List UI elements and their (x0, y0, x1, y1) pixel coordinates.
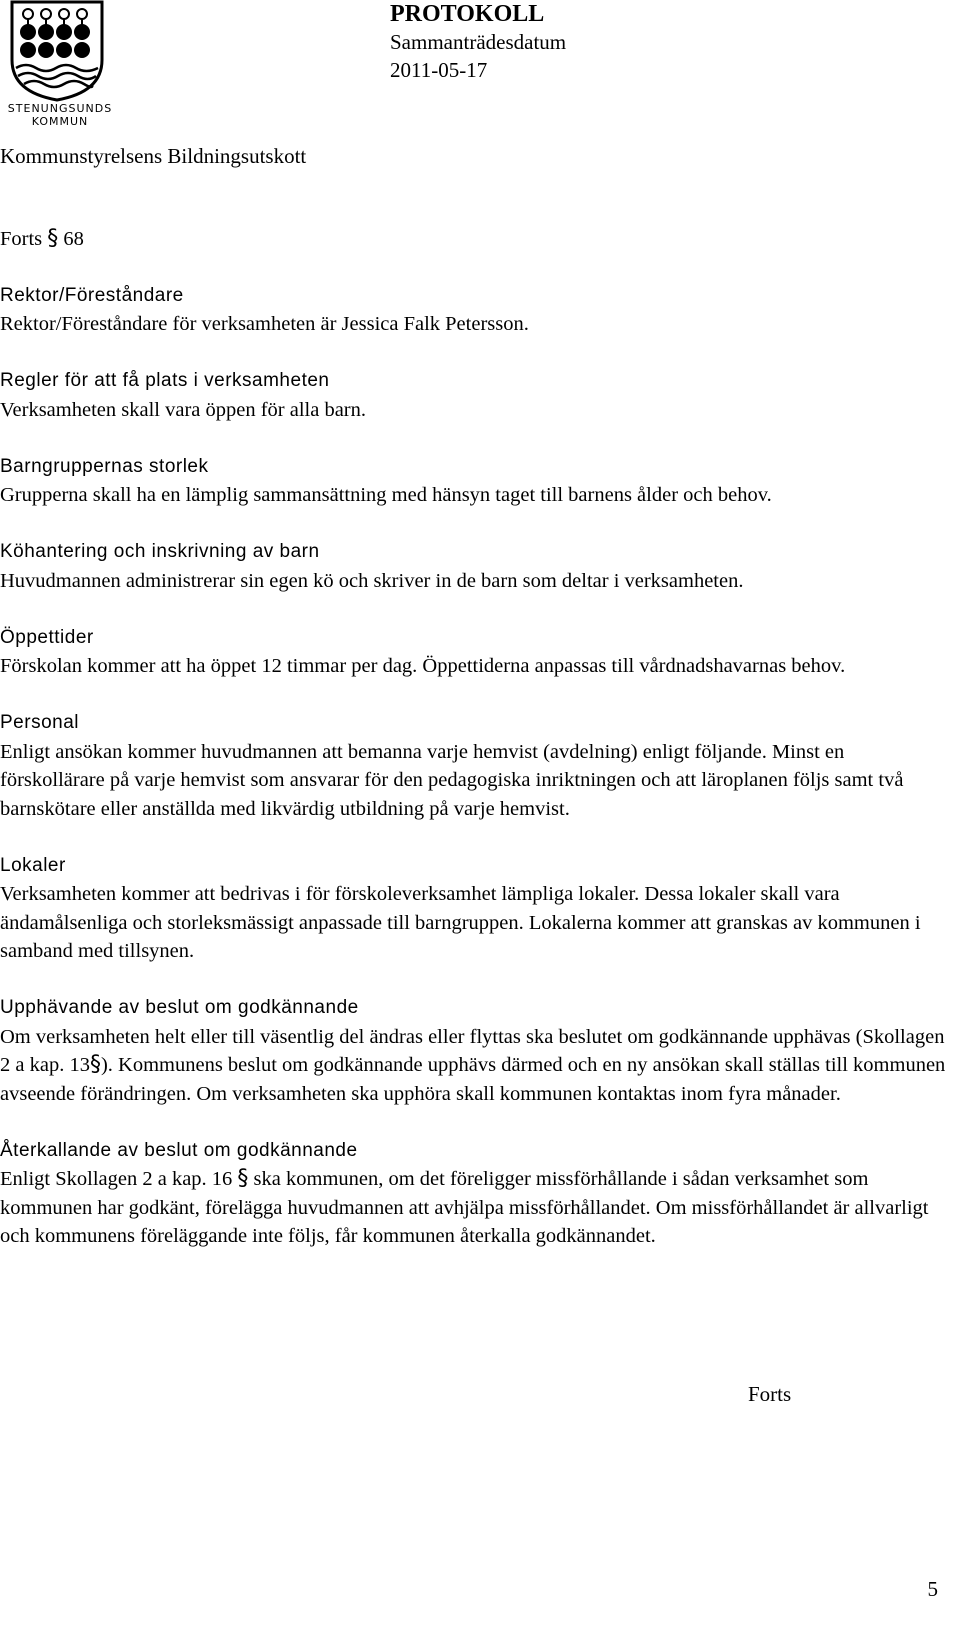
logo-text-line1: STENUNGSUNDS (7, 102, 113, 115)
continuation-prefix: Forts (0, 228, 43, 250)
section-upphavande (0, 994, 950, 1108)
document-header (390, 0, 566, 84)
section-oppettider (0, 624, 950, 681)
section-symbol: § (47, 226, 59, 251)
continuation-heading (0, 225, 950, 254)
section-title: Regler för att få plats i verksamheten (0, 370, 330, 391)
section-body: Rektor/Föreståndare för verksamheten är Jessica Falk Petersson. (0, 313, 529, 335)
page-number: 5 (927, 1577, 938, 1601)
meeting-date: 2011-05-17 (390, 58, 488, 82)
document-type-title: PROTOKOLL (390, 1, 545, 27)
coat-of-arms-icon (2, 0, 118, 102)
section-body: Förskolan kommer att ha öppet 12 timmar per dag. Öppettiderna anpassas till vårdnadshavarnas behov. (0, 655, 846, 677)
section-title: Öppettider (0, 626, 94, 648)
section-symbol: § (89, 1052, 101, 1077)
section-body (0, 1165, 950, 1251)
section-title: Återkallande av beslut om godkännande (0, 1139, 358, 1161)
section-body: Verksamheten skall vara öppen för alla barn. (0, 398, 367, 421)
municipality-logo (2, 0, 118, 130)
document-body (0, 225, 950, 1279)
section-title: Rektor/Föreståndare (0, 284, 184, 306)
section-body-part-b: ska kommunen, om det föreligger missförhållande i sådan verksamhet som kommunen har godkänt, förelägga huvudmannen att avhjälpa missförhållandet. Om missförhållandet är allvarligt och kommunens föreläggande inte följs, får kommunen återkalla godkännandet. (0, 1168, 929, 1247)
section-title: Köhantering och inskrivning av barn (0, 541, 320, 562)
section-lokaler (0, 852, 950, 966)
logo-text-line2: KOMMUN (31, 115, 89, 128)
section-title: Upphävande av beslut om godkännande (0, 997, 359, 1018)
section-body-part-b: ). Kommunens beslut om godkännande upphävs därmed och en ny ansökan skall ställas till kommunen avseende förändringen. Om verksamheten ska upphöra skall kommunen kontaktas inom fyra månader. (0, 1054, 946, 1105)
meeting-date-label: Sammanträdesdatum (390, 30, 567, 54)
section-body-part-a: Om verksamheten helt eller till väsentlig del ändras eller flyttas ska beslutet om godkännande upphävas (Skollagen 2 a kap. 13 (0, 1025, 945, 1076)
section-body: Verksamheten kommer att bedrivas i för förskoleverksamhet lämpliga lokaler. Dessa lokaler skall vara ändamålsenliga och storleksmässigt anpassade till barngruppen. Lokalerna kommer att granskas av kommunen i samband med tillsynen. (0, 883, 921, 962)
continued-indicator: Forts (748, 1382, 792, 1406)
section-aterkallande (0, 1137, 950, 1251)
section-body (0, 1023, 950, 1109)
section-title: Barngruppernas storlek (0, 455, 209, 477)
section-body: Grupperna skall ha en lämplig sammansättning med hänsyn taget till barnens ålder och behov. (0, 484, 772, 506)
committee-name: Kommunstyrelsens Bildningsutskott (0, 144, 307, 168)
section-body: Enligt ansökan kommer huvudmannen att bemanna varje hemvist (avdelning) enligt följande. Minst en förskollärare på varje hemvist som ansvarar för den pedagogiska inriktningen och att läroplanen följs samt två barnskötare eller anställda med likvärdig utbildning på varje hemvist. (0, 740, 904, 820)
section-kohantering (0, 538, 950, 595)
section-body: Huvudmannen administrerar sin egen kö och skriver in de barn som deltar i verksamheten. (0, 569, 744, 592)
section-rektor (0, 282, 950, 339)
section-title: Personal (0, 712, 79, 733)
section-title: Lokaler (0, 854, 66, 876)
section-personal (0, 709, 950, 823)
section-symbol: § (237, 1166, 249, 1191)
paragraph-number: 68 (63, 228, 84, 250)
section-regler (0, 367, 950, 424)
section-barngrupper (0, 453, 950, 510)
section-body-part-a: Enligt Skollagen 2 a kap. 16 (0, 1168, 238, 1190)
